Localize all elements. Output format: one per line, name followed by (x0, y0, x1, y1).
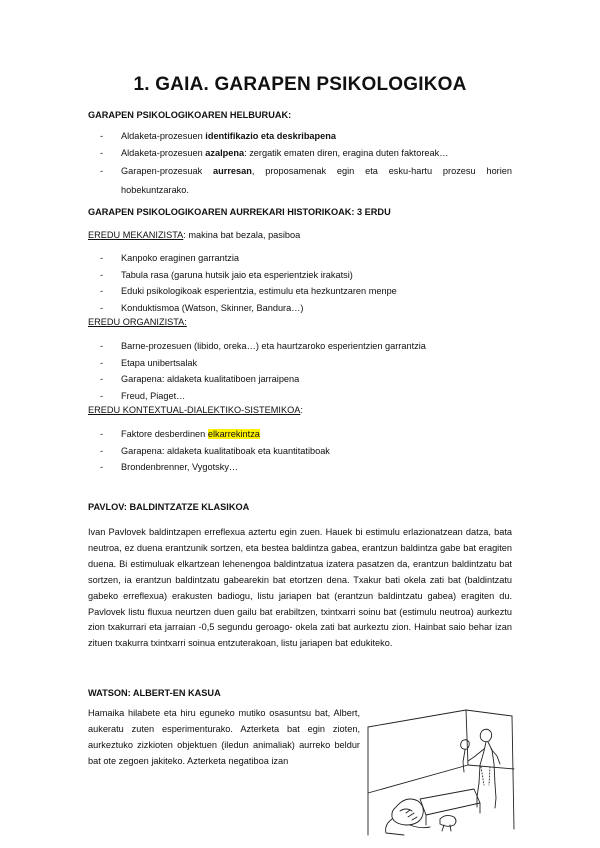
highlighted-term: elkarrekintza (207, 429, 260, 439)
eredu-mekanizista-heading: EREDU MEKANIZISTA: makina bat bezala, pasiboa (88, 230, 301, 240)
list-item: - Aldaketa-prozesuen azalpena: zergatik ematen diren, eragina duten faktoreak… (88, 145, 512, 162)
section-heading-aurrekariak: GARAPEN PSIKOLOGIKOAREN AURREKARI HISTORIKOAK: 3 ERDU (88, 207, 391, 217)
mekanizista-list (88, 250, 397, 316)
section-heading-watson: WATSON: ALBERT-EN KASUA (88, 688, 221, 698)
organizista-list (88, 338, 426, 404)
list-item: - Faktore desberdinen elkarrekintza (88, 426, 330, 443)
list-item: - Kanpoko eraginen garrantzia (88, 250, 397, 267)
eredu-organizista-heading: EREDU ORGANIZISTA: (88, 317, 187, 327)
pavlov-paragraph: Ivan Pavlovek baldintzapen erreflexua aztertu egin zuen. Hauek bi estimulu erlazionatzean datza, bata neutroa, ez duena erantzunik sortzen, eta bestea baldintza gabea, erantzun baldintza gabe bat eragiten duena. Bi estimuluak elkartzean lehenengoa baldintzatua izatera pasatzen da, erantzun baldintzatu bat sortzen, ia erantzun baldintzatu gabearekin bat etortzen dena. Txakur bati okela zati bat (baldintzatu gabeko erreflexua) erakusten badiogu, listu jariapen bat (erantzun baldintzatu gabea) eragiten du. Pavlovek listu fluxua neurtzen duen gailu bat erabiltzen, txintxarri soinu bat (estimulu neutroa) aurkeztu zion txakurrari eta jarraian -0,5 segundu geroago- okela zati bat aurkeztu zion. Hainbat saio behar izan zituen txakurra txintxarri soinua entzuterakoan, listu jariapen bat edukiteko. (88, 527, 512, 649)
watson-paragraph: Hamaika hilabete eta hiru eguneko mutiko osasuntsu bat, Albert, aukeratu zuten esperimenturako. Azterketa bat egin zioten, aurkeztuko zizkioten objektuen (iledun animaliak) aurreko beldur bat ote zegoen jakiteko. Azterketa negatiboa izan (88, 708, 360, 766)
list-item: - Eduki psikologikoak esperientzia, estimulu eta hezkuntzaren menpe (88, 283, 397, 300)
section-heading-pavlov: PAVLOV: BALDINTZATZE KLASIKOA (88, 502, 250, 512)
list-item: - Barne-prozesuen (libido, oreka…) eta haurtzaroko esperientzien garrantzia (88, 338, 426, 355)
list-item: - Garapena: aldaketa kualitatiboen jarraipena (88, 371, 426, 388)
list-item: - Freud, Piaget… (88, 388, 426, 405)
kontextual-list (88, 426, 330, 476)
page-title: 1. GAIA. GARAPEN PSIKOLOGIKOA (133, 74, 467, 95)
list-item: - Garapen-prozesuak aurresan, proposamenak egin eta esku-hartu prozesu horien hobekuntzarako. (88, 162, 512, 200)
list-item: - Aldaketa-prozesuen identifikazio eta deskribapena (88, 128, 512, 145)
section-heading-helburuak: GARAPEN PSIKOLOGIKOAREN HELBURUAK: (88, 110, 292, 120)
helburuak-list (88, 128, 512, 200)
eredu-kontextual-heading: EREDU KONTEXTUAL-DIALEKTIKO-SISTEMIKOA: (88, 405, 303, 415)
list-item: - Etapa unibertsalak (88, 355, 426, 372)
list-item: - Brondenbrenner, Vygotsky… (88, 459, 330, 476)
list-item: - Tabula rasa (garuna hutsik jaio eta esperientziek irakatsi) (88, 267, 397, 284)
list-item: - Garapena: aldaketa kualitatiboak eta kuantitatiboak (88, 443, 330, 460)
list-item: - Konduktismoa (Watson, Skinner, Bandura…) (88, 300, 397, 317)
albert-experiment-illustration (362, 707, 524, 840)
